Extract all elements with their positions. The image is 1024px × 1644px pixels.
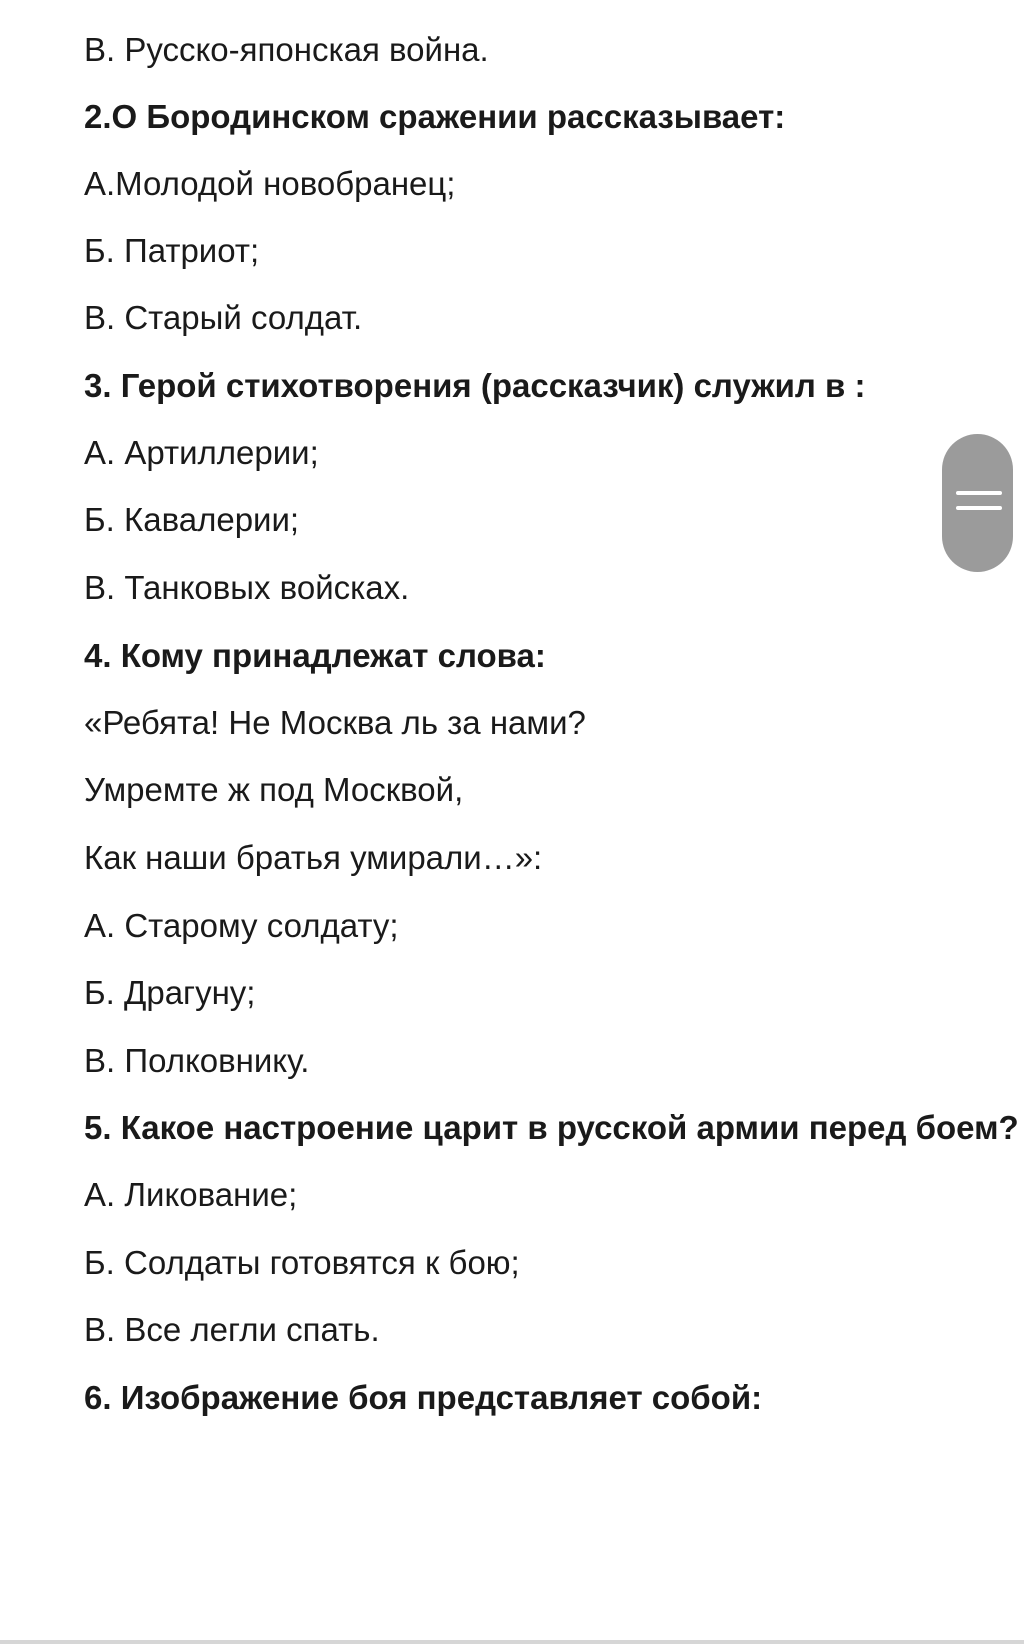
question-title: 5. Какое настроение царит в русской армии перед боем?	[84, 1109, 1019, 1146]
answer-option: В. Все легли спать.	[84, 1311, 380, 1348]
quote-line: Умремте ж под Москвой,	[84, 771, 464, 808]
answer-option: А.Молодой новобранец;	[84, 165, 456, 202]
answer-option: В. Старый солдат.	[84, 299, 363, 336]
quote-line: Как наши братья умирали…»:	[84, 839, 543, 876]
question-title: 2.О Бородинском сражении рассказывает:	[84, 98, 786, 135]
answer-option: А. Ликование;	[84, 1176, 298, 1213]
answer-option: Б. Патриот;	[84, 232, 260, 269]
question-title: 6. Изображение боя представляет собой:	[84, 1379, 763, 1416]
page-bottom-divider	[0, 1640, 1024, 1644]
scroll-handle[interactable]	[942, 434, 1013, 572]
answer-option: Б. Драгуну;	[84, 974, 256, 1011]
answer-option: В. Полковнику.	[84, 1042, 310, 1079]
answer-option: Б. Солдаты готовятся к бою;	[84, 1244, 520, 1281]
drag-line	[956, 491, 1002, 495]
answer-option: В. Танковых войсках.	[84, 569, 410, 606]
answer-option: В. Русско-японская война.	[84, 31, 489, 68]
answer-option: А. Старому солдату;	[84, 907, 399, 944]
question-title: 3. Герой стихотворения (рассказчик) служил в :	[84, 367, 866, 404]
question-title: 4. Кому принадлежат слова:	[84, 637, 546, 674]
drag-line	[956, 506, 1002, 510]
answer-option: А. Артиллерии;	[84, 434, 319, 471]
quote-line: «Ребята! Не Москва ль за нами?	[84, 704, 586, 741]
answer-option: Б. Кавалерии;	[84, 501, 300, 538]
